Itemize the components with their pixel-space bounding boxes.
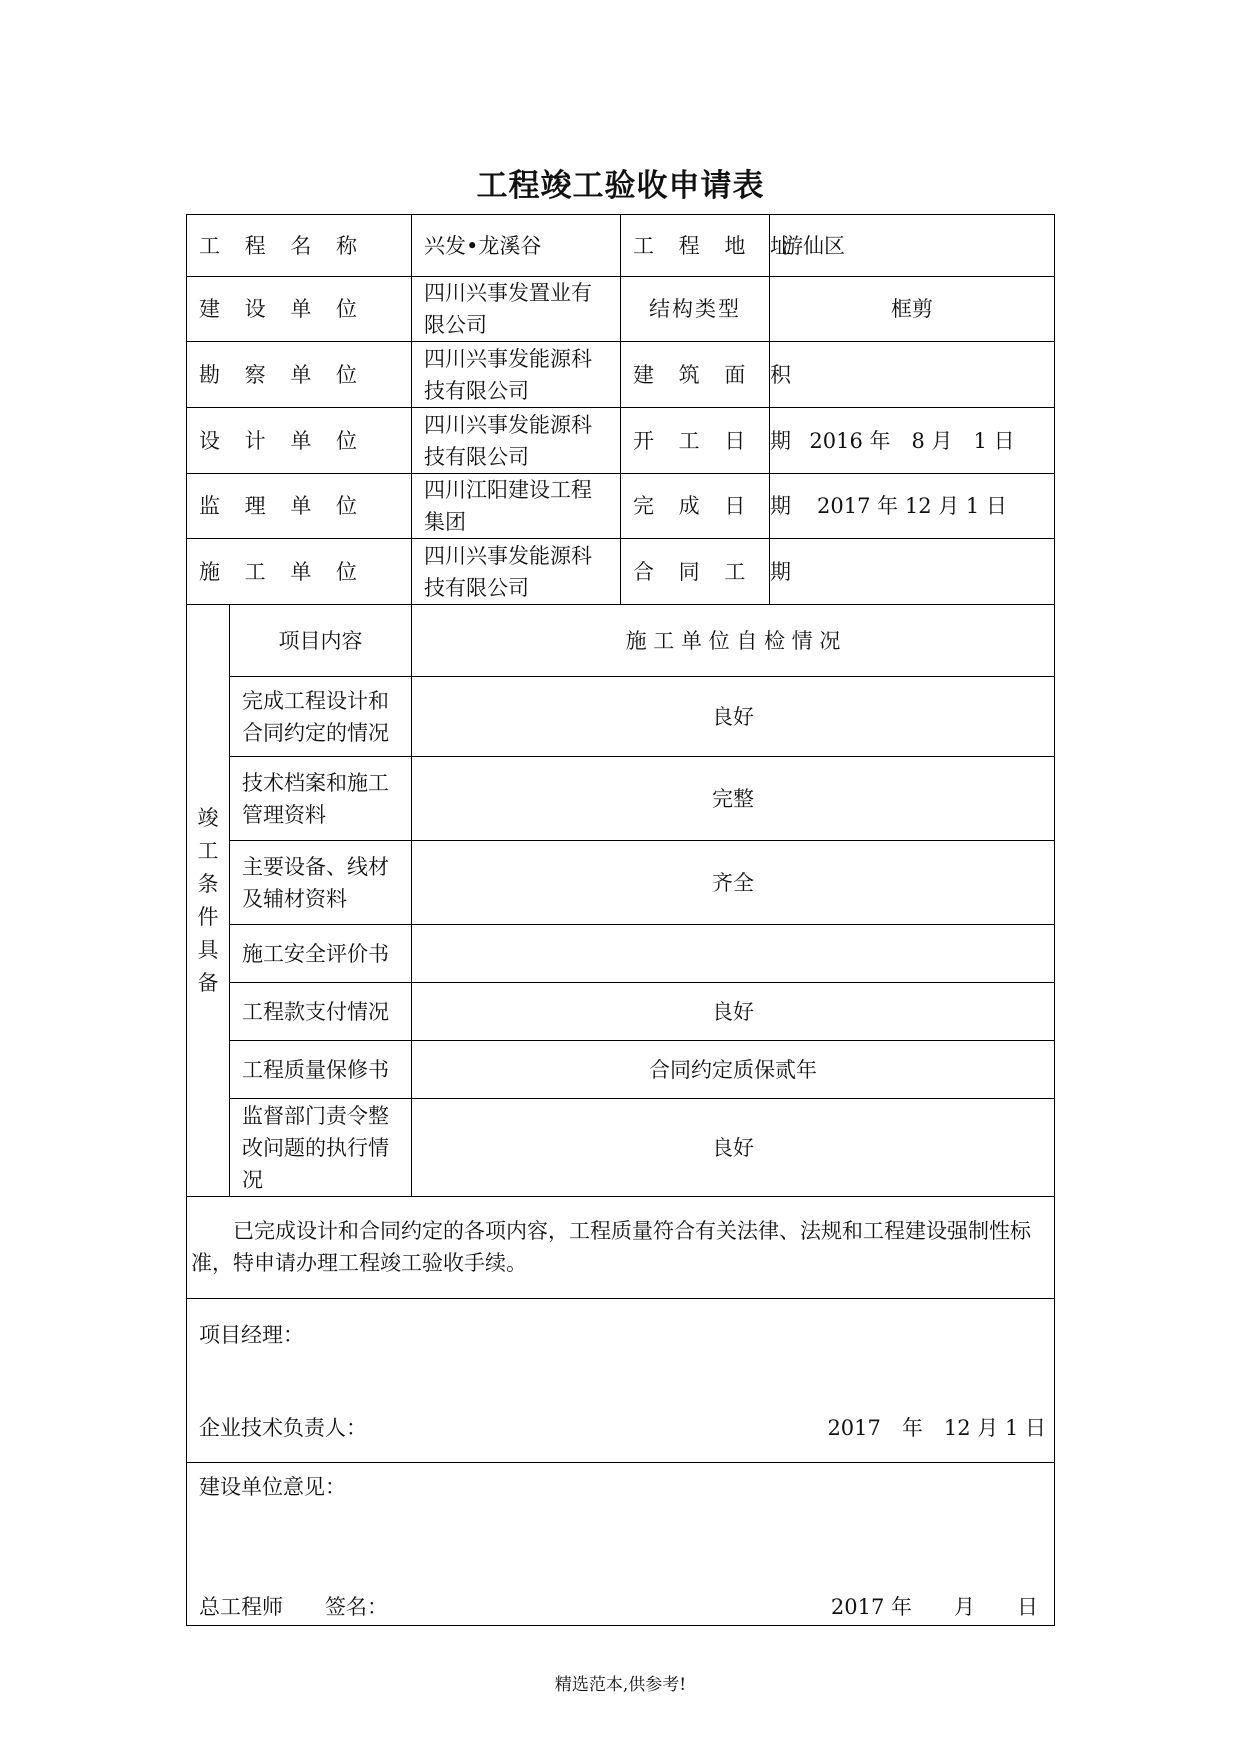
row-design (187, 408, 1055, 474)
design-label: 设 计 单 位 (187, 408, 412, 474)
statement-text: 已完成设计和合同约定的各项内容，工程质量符合有关法律、法规和工程建设强制性标准，特申请办理工程竣工验收手续。 (191, 1219, 1031, 1275)
conditions-header-row (187, 605, 1055, 677)
condition-result: 良好 (412, 1099, 1055, 1197)
project-manager-label: 项目经理： (199, 1323, 304, 1347)
condition-row (187, 1041, 1055, 1099)
condition-result: 良好 (412, 983, 1055, 1041)
contract-period-label: 合 同 工 期 (621, 539, 770, 605)
condition-row (187, 677, 1055, 757)
condition-item: 工程质量保修书 (230, 1041, 412, 1099)
condition-item: 工程款支付情况 (230, 983, 412, 1041)
condition-result: 齐全 (412, 841, 1055, 925)
signoff-row (187, 1299, 1055, 1463)
builder-value: 四川兴事发置业有限公司 (412, 277, 621, 342)
condition-row (187, 757, 1055, 841)
owner-opinion-label: 建设单位意见： (199, 1475, 346, 1499)
builder-label: 建 设 单 位 (187, 277, 412, 342)
project-name-value: 兴发•龙溪谷 (412, 215, 621, 277)
conditions-side-text: 竣工条件具备 (197, 805, 219, 995)
condition-row (187, 1099, 1055, 1197)
condition-result (412, 925, 1055, 983)
statement-row (187, 1197, 1055, 1299)
address-label: 工 程 地 址 (621, 215, 770, 277)
acceptance-form-table (186, 214, 1055, 1626)
owner-opinion-row (187, 1463, 1055, 1626)
signoff-date: 2017 年 12 月 1 日 (827, 1416, 1046, 1440)
supervision-value: 四川江阳建设工程集团 (412, 474, 621, 539)
area-label: 建 筑 面 积 (621, 342, 770, 408)
construction-label: 施 工 单 位 (187, 539, 412, 605)
area-value (770, 342, 1055, 408)
row-builder (187, 277, 1055, 342)
condition-result: 完整 (412, 757, 1055, 841)
row-supervision (187, 474, 1055, 539)
page-footer: 精选范本,供参考! (554, 1675, 687, 1695)
construction-value: 四川兴事发能源科技有限公司 (412, 539, 621, 605)
address-value: 游仙区 (770, 215, 1055, 277)
design-value: 四川兴事发能源科技有限公司 (412, 408, 621, 474)
condition-item: 监督部门责令整改问题的执行情况 (230, 1099, 412, 1197)
condition-item: 施工安全评价书 (230, 925, 412, 983)
row-survey (187, 342, 1055, 408)
row-construction (187, 539, 1055, 605)
tech-lead-label: 企业技术负责人： (199, 1416, 367, 1440)
structure-label: 结构类型 (621, 277, 770, 342)
form-title: 工程竣工验收申请表 (476, 168, 765, 204)
condition-item: 完成工程设计和合同约定的情况 (230, 677, 412, 757)
conditions-header-check: 施 工 单 位 自 检 情 况 (412, 605, 1055, 677)
condition-row (187, 983, 1055, 1041)
survey-value: 四川兴事发能源科技有限公司 (412, 342, 621, 408)
condition-item: 主要设备、线材及辅材资料 (230, 841, 412, 925)
statement-cell (187, 1197, 1055, 1299)
condition-item: 技术档案和施工管理资料 (230, 757, 412, 841)
owner-opinion-cell (187, 1463, 1055, 1626)
row-project-name (187, 215, 1055, 277)
conditions-header-item: 项目内容 (230, 605, 412, 677)
condition-result: 良好 (412, 677, 1055, 757)
finish-date-value: 2017 年 12 月 1 日 (770, 474, 1055, 539)
signoff-cell (187, 1299, 1055, 1463)
survey-label: 勘 察 单 位 (187, 342, 412, 408)
supervision-label: 监 理 单 位 (187, 474, 412, 539)
chief-engineer-signature-label: 总工程师 签名： (199, 1595, 388, 1619)
finish-date-label: 完 成 日 期 (621, 474, 770, 539)
project-name-label: 工 程 名 称 (187, 215, 412, 277)
conditions-side-label (187, 605, 230, 1197)
owner-opinion-date: 2017 年 月 日 (830, 1595, 1038, 1619)
start-date-value: 2016 年 8 月 1 日 (770, 408, 1055, 474)
condition-row (187, 841, 1055, 925)
condition-result: 合同约定质保贰年 (412, 1041, 1055, 1099)
structure-value: 框剪 (770, 277, 1055, 342)
start-date-label: 开 工 日 期 (621, 408, 770, 474)
contract-period-value (770, 539, 1055, 605)
condition-row (187, 925, 1055, 983)
